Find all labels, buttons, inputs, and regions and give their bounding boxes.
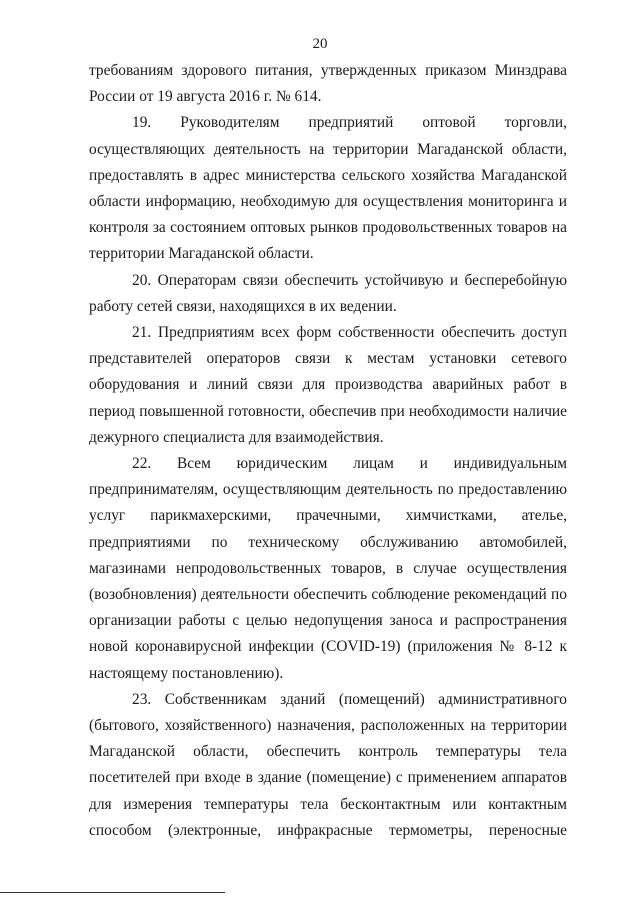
paragraph-item-20: 20. Операторам связи обеспечить устойчивую и бесперебойную работу сетей связи, находящихся в их ведении. (89, 271, 567, 315)
paragraph-item-19: 19. Руководителям предприятий оптовой торговли, осуществляющих деятельность на территории Магаданской области, предоставлять в адрес министерства сельского хозяйства Магаданской области информацию, необходимую для осуществления мониторинга и контроля за состоянием оптовых рынков продовольственных товаров на территории Магаданской области. (89, 114, 567, 263)
paragraph-item-22: 22. Всем юридическим лицам и индивидуальным предпринимателям, осуществляющим деятельность по предоставлению услуг парикмахерскими, прачечными, химчистками, ателье, предприятиями по техническому обслуживанию автомобилей, магазинами непродовольственных товаров, в случае осуществления (возобновления) деятельности обеспечить соблюдение рекомендаций по организации работы с целью недопущения заноса и распространения новой коронавирусной инфекции (COVID-19) (приложения № 8-12 к настоящему постановлению). (89, 455, 567, 682)
paragraph-item-21: 21. Предприятиям всех форм собственности обеспечить доступ представителей операторов связи к местам установки сетевого оборудования и линий связи для производства аварийных работ в период повышенной готовности, обеспечив при необходимости наличие дежурного специалиста для взаимодействия. (89, 324, 567, 446)
paragraph-item-23: 23. Собственникам зданий (помещений) административного (бытового, хозяйственного) назначения, расположенных на территории Магаданской области, обеспечить контроль температуры тела посетителей при входе в здание (помещение) с применением аппаратов для измерения температуры тела бесконтактным или контактным способом (электронные, инфракрасные термометры, переносные (89, 690, 567, 839)
paragraph-continuation: требованиям здорового питания, утвержденных приказом Минздрава России от 19 августа 2016 г. № 614. (89, 62, 567, 106)
document-body (89, 58, 567, 844)
footer-rule (0, 892, 225, 893)
page-number: 20 (312, 36, 328, 52)
